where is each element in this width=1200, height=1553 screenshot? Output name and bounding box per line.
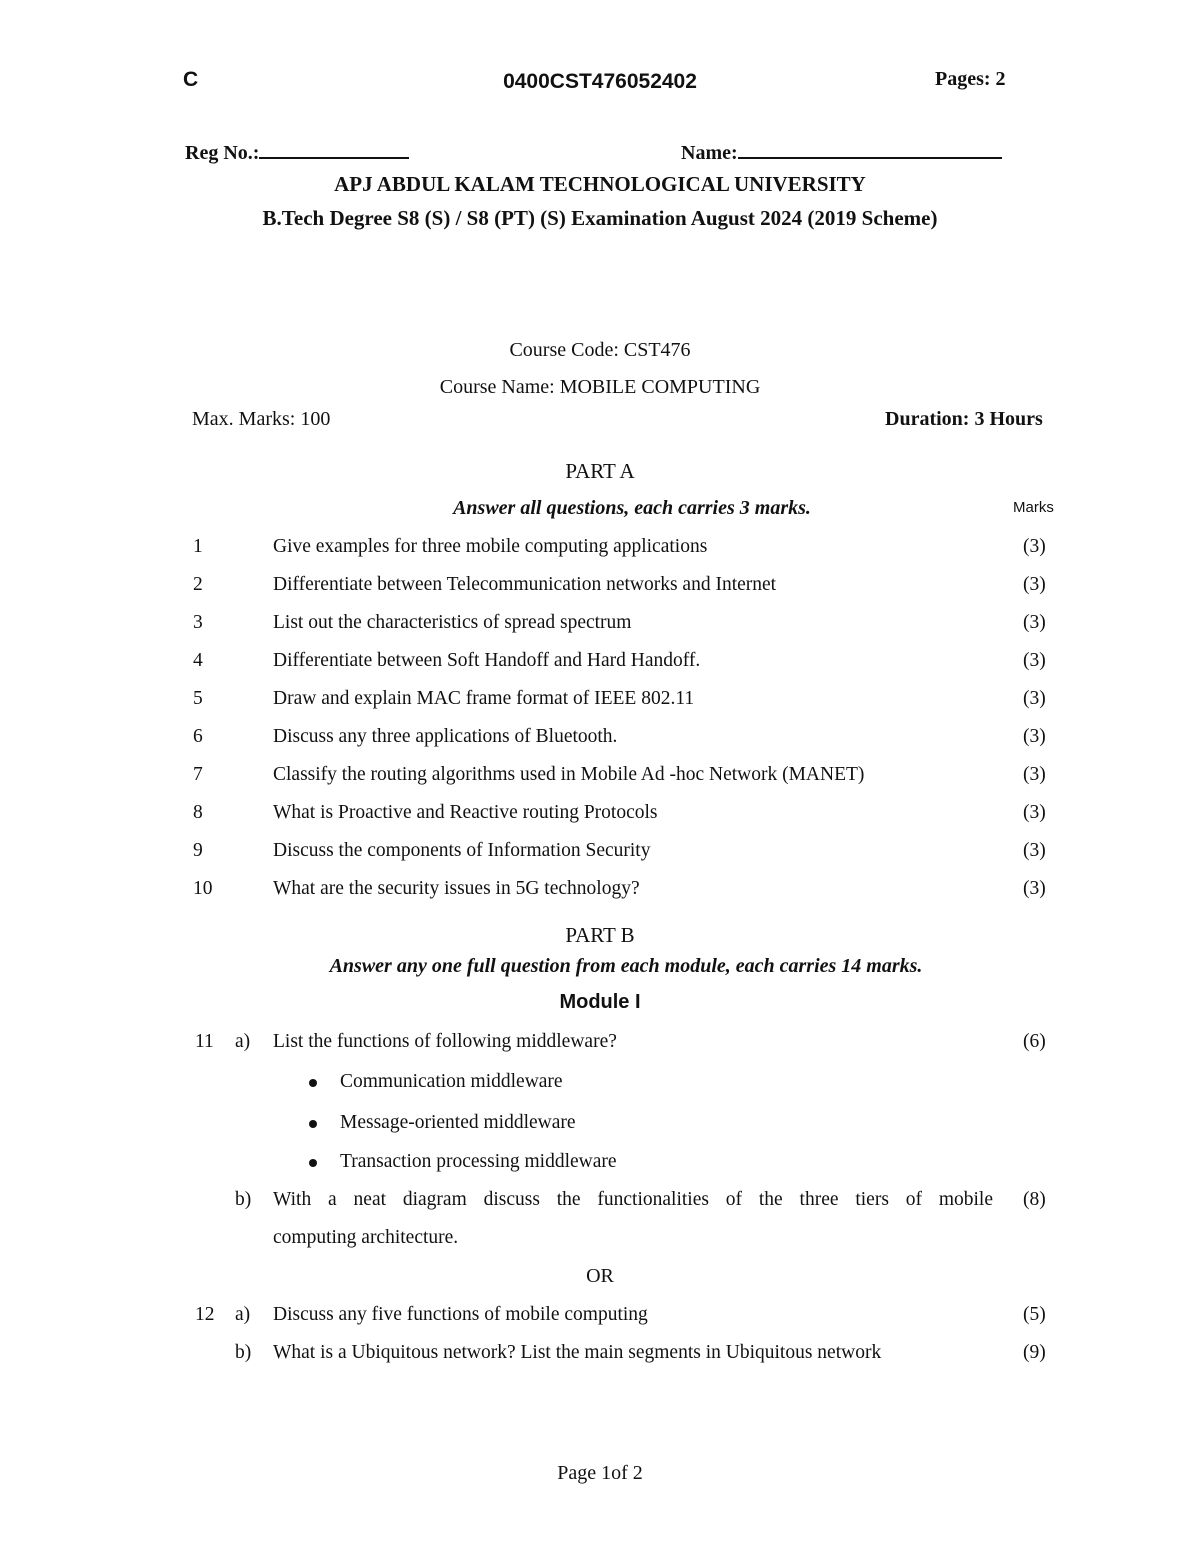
q12a-label: a): [235, 1304, 251, 1325]
part-a-instruction: Answer all questions, each carries 3 marks.: [453, 497, 811, 519]
question-row: [0, 574, 1200, 612]
question-marks: (3): [1023, 802, 1046, 823]
course-code: Course Code: CST476: [509, 339, 691, 361]
question-text: Discuss any three applications of Bluetooth.: [273, 726, 618, 747]
paper-code: 0400CST476052402: [503, 70, 697, 93]
bullet-icon: [309, 1079, 317, 1087]
question-marks: (3): [1023, 536, 1046, 557]
question-row: [0, 840, 1200, 878]
reg-no-field: [185, 139, 409, 165]
q12a-marks: (5): [1023, 1304, 1046, 1325]
university-title: APJ ABDUL KALAM TECHNOLOGICAL UNIVERSITY: [334, 172, 866, 196]
question-text: What is Proactive and Reactive routing Protocols: [273, 802, 658, 823]
question-marks: (3): [1023, 650, 1046, 671]
duration: Duration: 3 Hours: [885, 408, 1043, 430]
question-text: What are the security issues in 5G technology?: [273, 878, 640, 899]
q11-number: 11: [195, 1031, 214, 1052]
reg-no-label: Reg No.:: [185, 142, 260, 164]
q11-bullet-item: Transaction processing middleware: [340, 1151, 617, 1172]
q11-bullet-item: Message-oriented middleware: [340, 1112, 576, 1133]
q11a-text: List the functions of following middleware?: [273, 1031, 617, 1052]
question-text: List out the characteristics of spread spectrum: [273, 612, 632, 633]
question-text: Differentiate between Soft Handoff and Hard Handoff.: [273, 650, 701, 671]
q12b-text: What is a Ubiquitous network? List the main segments in Ubiquitous network: [273, 1342, 882, 1363]
question-marks: (3): [1023, 726, 1046, 747]
question-row: [0, 612, 1200, 650]
question-marks: (3): [1023, 574, 1046, 595]
q11b-marks: (8): [1023, 1189, 1046, 1210]
question-row: [0, 650, 1200, 688]
question-number: 8: [193, 802, 203, 823]
question-row: [0, 802, 1200, 840]
marks-header: Marks: [1013, 499, 1054, 516]
question-number: 10: [193, 878, 213, 899]
bullet-icon: [309, 1159, 317, 1167]
question-row: [0, 878, 1200, 916]
q11b-label: b): [235, 1189, 252, 1210]
question-number: 7: [193, 764, 203, 785]
name-blank: [738, 139, 1002, 159]
q12a-text: Discuss any five functions of mobile computing: [273, 1304, 648, 1325]
q11-bullet-item: Communication middleware: [340, 1071, 563, 1092]
question-marks: (3): [1023, 878, 1046, 899]
part-b-instruction: Answer any one full question from each module, each carries 14 marks.: [329, 955, 923, 977]
q11b-text-line2: computing architecture.: [273, 1227, 459, 1248]
q12-number: 12: [195, 1304, 215, 1325]
question-marks: (3): [1023, 840, 1046, 861]
question-text: Discuss the components of Information Security: [273, 840, 651, 861]
module-title: Module I: [559, 991, 641, 1013]
question-row: [0, 536, 1200, 574]
q12b-label: b): [235, 1342, 252, 1363]
question-marks: (3): [1023, 688, 1046, 709]
question-number: 4: [193, 650, 203, 671]
question-number: 5: [193, 688, 203, 709]
question-text: Differentiate between Telecommunication networks and Internet: [273, 574, 777, 595]
question-row: [0, 688, 1200, 726]
question-number: 9: [193, 840, 203, 861]
course-name: Course Name: MOBILE COMPUTING: [439, 376, 761, 398]
q11b-text-line1: With a neat diagram discuss the functionalities of the three tiers of mobile: [273, 1189, 993, 1210]
question-number: 6: [193, 726, 203, 747]
question-number: 3: [193, 612, 203, 633]
q12b-marks: (9): [1023, 1342, 1046, 1363]
question-text: Draw and explain MAC frame format of IEEE 802.11: [273, 688, 695, 709]
exam-title: B.Tech Degree S8 (S) / S8 (PT) (S) Examination August 2024 (2019 Scheme): [262, 206, 938, 230]
question-number: 1: [193, 536, 203, 557]
name-label: Name:: [681, 142, 738, 164]
or-separator: OR: [586, 1265, 614, 1287]
part-a-title: PART A: [565, 459, 635, 483]
question-marks: (3): [1023, 764, 1046, 785]
q11a-marks: (6): [1023, 1031, 1046, 1052]
part-b-title: PART B: [565, 923, 635, 947]
question-text: Classify the routing algorithms used in Mobile Ad -hoc Network (MANET): [273, 764, 865, 785]
question-row: [0, 726, 1200, 764]
reg-no-blank: [259, 139, 409, 159]
question-marks: (3): [1023, 612, 1046, 633]
q11a-label: a): [235, 1031, 251, 1052]
page-count: Pages: 2: [935, 68, 1006, 90]
question-row: [0, 764, 1200, 802]
bullet-icon: [309, 1120, 317, 1128]
series-letter: C: [183, 68, 199, 91]
name-field: [681, 139, 1002, 165]
question-text: Give examples for three mobile computing applications: [273, 536, 708, 557]
question-number: 2: [193, 574, 203, 595]
max-marks: Max. Marks: 100: [192, 408, 331, 430]
page-footer: Page 1of 2: [557, 1462, 643, 1484]
